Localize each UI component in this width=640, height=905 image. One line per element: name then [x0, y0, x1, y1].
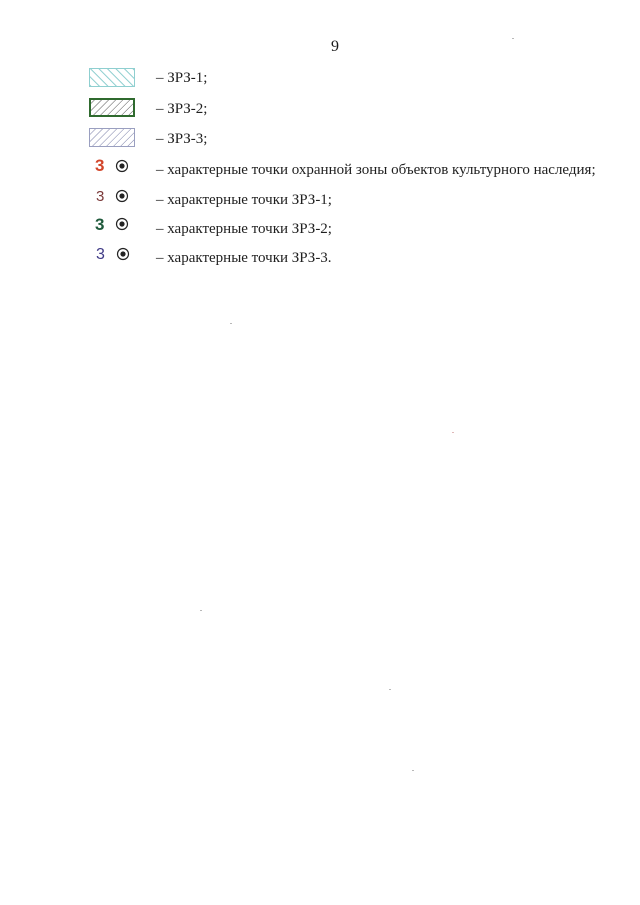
scan-speck	[512, 38, 514, 39]
legend-item-zrz3	[0, 128, 640, 152]
target-point-icon	[115, 159, 129, 173]
legend-label: – ЗРЗ-3;	[156, 131, 208, 147]
target-point-icon	[115, 189, 129, 203]
scan-speck	[230, 323, 232, 324]
legend-label: – ЗРЗ-2;	[156, 101, 208, 117]
legend-item-zrz1-points	[0, 187, 640, 211]
legend-label: – характерные точки ЗРЗ-3.	[156, 250, 332, 266]
point-number-digit: 3	[96, 246, 105, 263]
zrz1-hatch-swatch	[89, 68, 135, 87]
legend-label: – ЗРЗ-1;	[156, 70, 208, 86]
page-number: 9	[331, 38, 339, 55]
target-point-icon	[116, 247, 130, 261]
point-number-digit: 3	[96, 188, 105, 205]
target-point-icon	[115, 217, 129, 231]
scan-speck	[412, 770, 414, 771]
zrz3-hatch-swatch	[89, 128, 135, 147]
point-number-digit: 3	[95, 215, 105, 234]
legend-label: – характерные точки ЗРЗ-1;	[156, 192, 332, 208]
scan-speck	[452, 432, 454, 433]
scan-speck	[200, 610, 202, 611]
legend	[0, 0, 640, 300]
legend-item-zrz2	[0, 98, 640, 122]
legend-label: – характерные точки ЗРЗ-2;	[156, 221, 332, 237]
legend-item-zrz3-points	[0, 245, 640, 269]
legend-item-zrz2-points	[0, 216, 640, 240]
point-number-digit: 3	[95, 156, 105, 175]
legend-item-okn-points	[0, 157, 640, 181]
legend-item-zrz1	[0, 68, 640, 92]
zrz2-hatch-swatch	[89, 98, 135, 117]
scan-speck	[389, 689, 391, 690]
legend-label: – характерные точки охранной зоны объектов культурного наследия;	[156, 162, 596, 178]
